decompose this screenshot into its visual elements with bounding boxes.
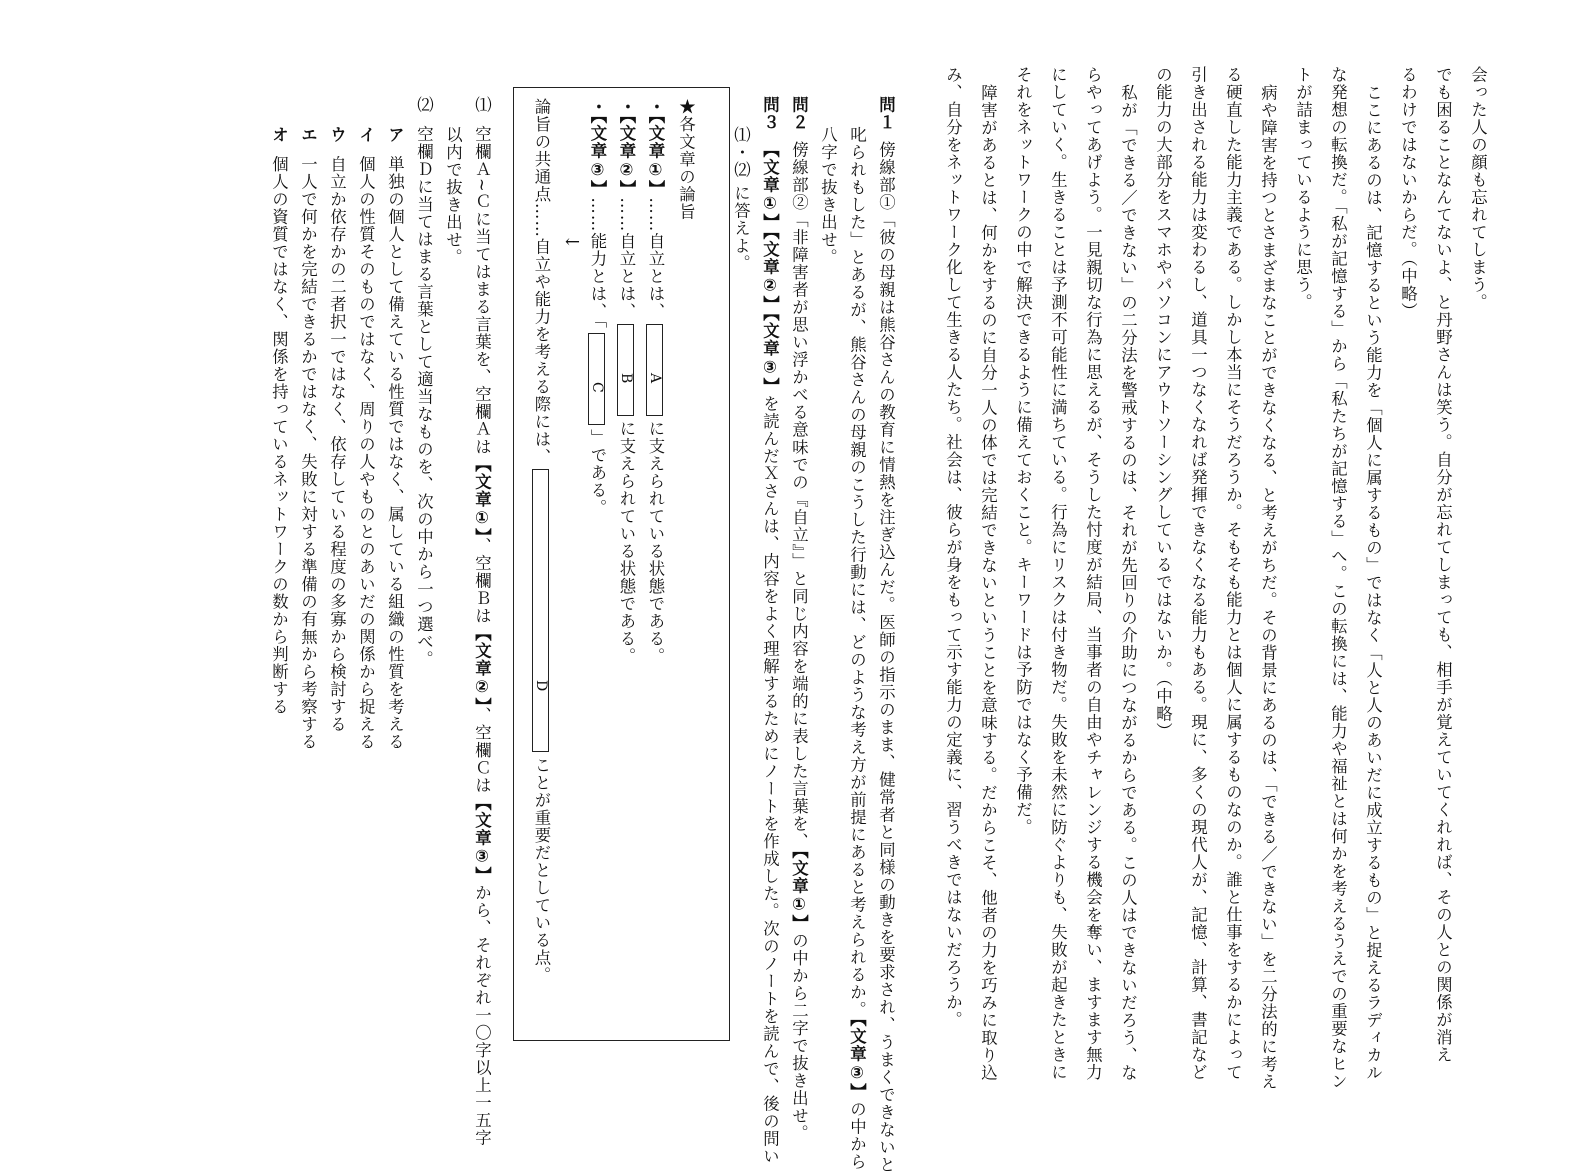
choice-e-mark: エ [298, 126, 318, 144]
q3-refs: 【文章①】【文章②】【文章③】 [760, 141, 780, 395]
note-row-3 [588, 98, 605, 517]
body-line-14: それをネットワークの中で解決できるように備えておくこと。キーワードは予防ではなく予備だ。 [1013, 66, 1033, 836]
note-row1-text: ……自立とは、 [646, 197, 665, 320]
sub2-line [414, 96, 434, 668]
sub1-line-2: 以内で抜き出せ。 [443, 126, 463, 266]
choice-e[interactable] [298, 126, 318, 751]
note-row3-after: 」である。 [588, 429, 607, 517]
body-line-12: らやってあげよう。一見親切な行為に思えるが、そうした忖度が結局、当事者の自由やチャレンジする機会を奪い、ますます無力 [1083, 66, 1103, 1081]
sub2-label: ⑵ [414, 96, 434, 114]
q3-label: 問３ [760, 96, 780, 131]
choice-o-mark: オ [269, 126, 289, 144]
blank-a[interactable]: A [646, 324, 663, 416]
body-line-10: の能力の大部分をスマホやパソコンにアウトソーシングしているではないか。（中略） [1153, 66, 1173, 741]
body-line-4: ここにあるのは、記憶するという能力を「個人に属するもの」ではなく「人と人のあいだに成立するもの」と捉えるラディカル [1363, 84, 1383, 1082]
note-row2-ref: ・【文章②】 [617, 98, 636, 198]
note-row1-after: に支えられている状態である。 [646, 419, 665, 665]
q3-line-2: ⑴・⑵ に答えよ。 [731, 126, 751, 273]
note-row-2 [617, 98, 634, 665]
body-line-9: 引き出される能力は変わるし、道具一つなくなれば発揮できなくなる能力もある。現に、多くの現代人が、記憶、計算、書記など [1188, 66, 1208, 1081]
choice-e-text: 一人で何かを完結できるかではなく、失敗に対する準備の有無から考察する [298, 155, 318, 751]
sub1-text-2: から、それぞれ一〇字以上一五字 [472, 884, 492, 1147]
choice-i-text: 個人の性質そのものではなく、周りの人やものとのあいだの関係から捉える [356, 155, 376, 751]
q1-label: 問１ [876, 96, 896, 131]
note-row3-ref: ・【文章③】 [588, 98, 607, 198]
body-line-13: にしていく。生きることは予測不可能性に満ちている。行為にリスクは付き物だ。失敗を未然に防ぐよりも、失敗が起きたときに [1048, 66, 1068, 1081]
q2-text-2: の中から二字で抜き出せ。 [789, 932, 809, 1143]
q3-line-1 [760, 96, 780, 1165]
q2-text-1: 傍線部②「非障害者が思い浮かべる意味での『自立』」と同じ内容を端的に表した言葉を、 [789, 141, 809, 851]
blank-b[interactable]: B [617, 324, 634, 416]
note-row2-after: に支えられている状態である。 [617, 419, 636, 665]
choice-a-text: 単独の個人として備えている性質ではなく、属している組織の性質を考える [385, 155, 405, 751]
choice-u-mark: ウ [327, 126, 347, 144]
note-heading: ★各文章の論旨 [676, 98, 696, 221]
sub1-ref-3: 【文章③】 [472, 794, 492, 885]
q1-text-2: 叱られもした」とあるが、熊谷さんの母親のこうした行動には、どのような考え方が前提にあると考えられるか。 [847, 126, 867, 1019]
q1-line-1 [876, 96, 896, 1174]
q2-line [789, 96, 809, 1143]
body-line-8: る硬直した能力主義である。しかし本当にそうだろうか。そもそも能力とは個人に属するものなのか。誰と仕事をするかによって [1223, 66, 1243, 1081]
sub1-ref-1: 【文章①】 [472, 455, 492, 538]
body-line-3: るわけではないからだ。（中略） [1398, 66, 1418, 321]
choice-a[interactable] [385, 126, 405, 751]
note-row2-text: ……自立とは、 [617, 197, 636, 320]
choice-u[interactable] [327, 126, 347, 733]
q1-line-2 [847, 126, 867, 1171]
body-line-6: トが詰まっているように思う。 [1293, 66, 1313, 311]
q2-label: 問２ [789, 96, 809, 131]
q1-line-3: 八字で抜き出せ。 [818, 126, 838, 266]
choice-i[interactable] [356, 126, 376, 751]
note-common-text: 論旨の共通点……自立や能力を考える際には、 [532, 98, 551, 466]
choice-o-text: 個人の資質ではなく、関係を持っているネットワークの数から判断する [269, 155, 289, 716]
sub1-line-1 [472, 96, 492, 1147]
sub1-mid-1: 、空欄Ｂは [472, 537, 492, 625]
note-row-1 [646, 98, 663, 665]
sub1-mid-2: 、空欄Ｃは [472, 706, 492, 795]
q2-ref: 【文章①】 [789, 850, 809, 933]
note-arrow: ↓ [561, 234, 582, 251]
blank-d[interactable]: D [532, 469, 549, 752]
body-line-5: な発想の転換だ。「私が記憶する」から「私たちが記憶する」へ。この転換には、能力や福祉とは何かを考えるうえでの重要なヒン [1328, 66, 1348, 1091]
choice-u-text: 自立か依存かの二者択一ではなく、依存している程度の多寡から検討する [327, 155, 347, 733]
q1-text-3: の中から [847, 1100, 867, 1171]
body-line-16: み、自分をネットワーク化して生きる人たち。社会は、彼らが身をもって示す能力の定義に、習うべきではないだろうか。 [943, 66, 963, 1029]
choice-i-mark: イ [356, 126, 376, 144]
q3-text-1: を読んだＸさんは、内容をよく理解するためにノートを作成した。次のノートを読んで、後の問い [760, 394, 780, 1165]
note-row3-text: ……能力とは、「 [588, 197, 607, 330]
body-line-2: でも困ることなんてないよ、と丹野さんは笑う。自分が忘れてしまっても、相手が覚えていてくれれば、その人との関係が消え [1433, 66, 1453, 1064]
sub1-label: ⑴ [472, 96, 492, 114]
q1-ref: 【文章③】 [847, 1018, 867, 1101]
body-line-7: 病や障害を持つとさまざまなことができなくなる、と考えがちだ。その背景にあるのは、「できる／できない」を二分法的に考え [1258, 84, 1278, 1091]
blank-c[interactable]: C [588, 333, 605, 425]
body-line-11: 私が「できる／できない」の二分法を警戒するのは、それが先回りの介助につながるからである。この人はできないだろう、な [1118, 84, 1138, 1082]
note-row1-ref: ・【文章①】 [646, 98, 665, 198]
sub1-text-1: 空欄Ａ~Ｃに当てはまる言葉を、空欄Ａは [472, 125, 492, 456]
body-line-1: 会った人の顔も忘れてしまう。 [1468, 66, 1488, 311]
note-common-after: ことが重要だとしている点。 [532, 756, 551, 984]
body-line-15: 障害があるとは、何かをするのに自分一人の体では完結できないということを意味する。だからこそ、他者の力を巧みに取り込 [978, 84, 998, 1082]
sub2-text: 空欄Ｄに当てはまる言葉として適当なものを、次の中から一つ選べ。 [414, 125, 434, 668]
choice-a-mark: ア [385, 126, 405, 144]
note-common [532, 98, 549, 984]
choice-o[interactable] [269, 126, 289, 716]
sub1-ref-2: 【文章②】 [472, 624, 492, 707]
q1-text-1: 傍線部①「彼の母親は熊谷さんの教育に情熱を注ぎ込んだ。医師の指示のまま、健常者と同様の動きを要求され、うまくできないと [876, 141, 896, 1174]
